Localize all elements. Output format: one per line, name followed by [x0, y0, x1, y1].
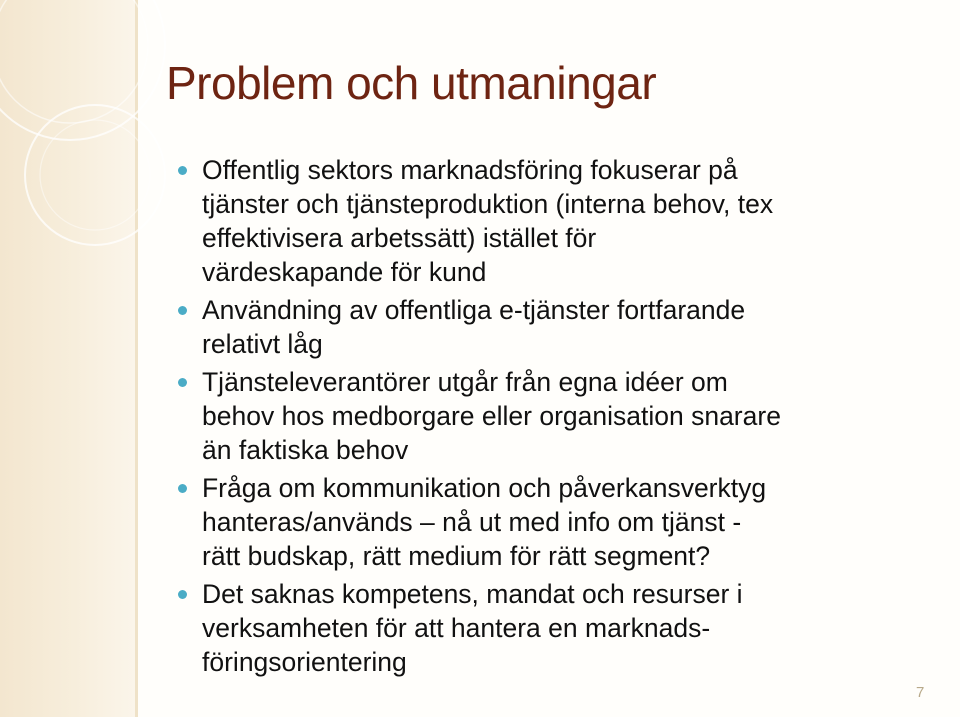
- bullet-item: [178, 365, 938, 467]
- bullet-dot-icon: [178, 378, 187, 387]
- bullet-text: Tjänsteleverantörer utgår från egna idéer om behov hos medborgare eller organisation snarare än faktiska behov: [202, 367, 781, 465]
- bullet-item: [178, 293, 938, 361]
- bullet-text: Offentlig sektors marknadsföring fokuserar på tjänster och tjänsteproduktion (interna behov, tex effektivisera arbetssätt) istället för värdeskapande för kund: [202, 155, 774, 287]
- bullet-text: Det saknas kompetens, mandat och resurser i verksamheten för att hantera en marknads- föringsorientering: [202, 579, 743, 677]
- page-number: 7: [916, 684, 925, 701]
- bullet-dot-icon: [178, 166, 187, 175]
- bullet-item: [178, 153, 938, 289]
- bullet-text: Fråga om kommunikation och påverkansverktyg hanteras/används – nå ut med info om tjänst - rätt budskap, rätt medium för rätt segment?: [202, 473, 767, 571]
- bullet-item: [178, 471, 938, 573]
- bullet-item: [178, 577, 938, 679]
- bullet-list: [178, 153, 938, 679]
- bullet-dot-icon: [178, 484, 187, 493]
- bullet-dot-icon: [178, 590, 187, 599]
- bullet-dot-icon: [178, 306, 187, 315]
- bullet-text: Användning av offentliga e-tjänster fortfarande relativt låg: [202, 295, 746, 359]
- slide-title: Problem och utmaningar: [166, 57, 657, 109]
